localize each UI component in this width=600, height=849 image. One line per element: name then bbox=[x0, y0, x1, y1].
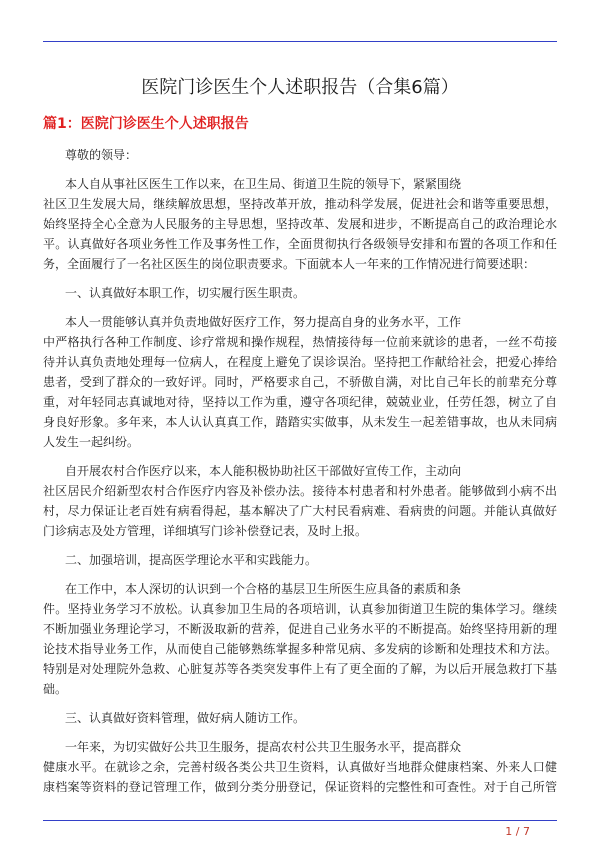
body-paragraph bbox=[43, 579, 557, 699]
paragraph-line: 不断加强业务理论学习，不断汲取新的营养，促进自己业务水平的不断提高。始终坚持用新的理 bbox=[43, 622, 557, 636]
paragraph-line: 健康水平。在就诊之余，完善村级各类公共卫生资料，认真做好当地群众健康档案、外来人口健 bbox=[43, 760, 557, 774]
section-heading: 篇1：医院门诊医生个人述职报告 bbox=[43, 116, 249, 132]
paragraph-line: 务，全面履行了一名社区医生的岗位职责要求。下面就本人一年来的工作情况进行简要述职： bbox=[43, 257, 536, 271]
paragraph-line: 平。认真做好各项业务性工作及事务性工作，全面贯彻执行各级领导安排和布置的各项工作和任 bbox=[43, 237, 557, 251]
paragraph-line: 村，尽力保证让老百姓有病看得起，基本解决了广大村民看病难、看病贵的问题。并能认真做好 bbox=[43, 504, 557, 518]
paragraph-line: 本人自从事社区医生工作以来，在卫生局、街道卫生院的领导下，紧紧围绕 bbox=[65, 177, 462, 191]
body-paragraph bbox=[43, 737, 557, 797]
paragraph-line: 始终坚持全心全意为人民服务的主导思想，坚持改革、发展和进步，不断提高自己的政治理论水 bbox=[43, 217, 557, 231]
page-indicator: 1 / 7 bbox=[505, 825, 530, 838]
body-paragraph bbox=[43, 174, 557, 274]
paragraph-line: 重，对年轻同志真诚地对待，坚持以工作为重，遵守各项纪律，兢兢业业，任劳任怨，树立了自 bbox=[43, 395, 557, 409]
paragraph-line: 本人一贯能够认真并负责地做好医疗工作，努力提高自身的业务水平，工作 bbox=[65, 315, 462, 329]
document-title: 医院门诊医生个人述职报告（合集6篇） bbox=[141, 77, 459, 98]
paragraph-line: 患者，受到了群众的一致好评。同时，严格要求自己，不骄傲自满，对比自己年长的前辈充分尊 bbox=[43, 375, 557, 389]
paragraph-line: 身良好形象。多年来，本人认认真真工作，踏踏实实做事，从未发生一起差错事故，也从未同病 bbox=[43, 415, 557, 429]
paragraph-line: 件。坚持业务学习不放松。认真参加卫生局的各项培训，认真参加街道卫生院的集体学习。继续 bbox=[43, 602, 557, 616]
subheading-three bbox=[43, 708, 557, 728]
paragraph-line: 一、认真做好本职工作，切实履行医生职责。 bbox=[65, 286, 306, 300]
paragraph-line: 康档案等资料的登记管理工作，做到分类分册登记，保证资料的完整性和可查性。对于自己所管 bbox=[43, 780, 557, 794]
paragraph-line: 待并认真负责地处理每一位病人，在程度上避免了误诊误治。坚持把工作献给社会，把爱心捧给 bbox=[43, 355, 557, 369]
paragraph-line: 三、认真做好资料管理，做好病人随访工作。 bbox=[65, 711, 306, 725]
paragraph-line: 门诊病志及处方管理，详细填写门诊补偿登记表，及时上报。 bbox=[43, 524, 368, 538]
paragraph-line: 一年来，为切实做好公共卫生服务，提高农村公共卫生服务水平，提高群众 bbox=[65, 740, 462, 754]
subheading-two bbox=[43, 550, 557, 570]
paragraph-line: 在工作中，本人深切的认识到一个合格的基层卫生所医生应具备的素质和条 bbox=[65, 582, 462, 596]
paragraph-line: 人发生一起纠纷。 bbox=[43, 435, 140, 449]
paragraph-line: 尊敬的领导： bbox=[65, 148, 138, 162]
paragraph-line: 中严格执行各种工作制度、诊疗常规和操作规程，热情接待每一位前来就诊的患者，一丝不苟接 bbox=[43, 335, 557, 349]
body-paragraph bbox=[43, 461, 557, 541]
document-body bbox=[43, 145, 557, 797]
paragraph-line: 础。 bbox=[43, 682, 68, 696]
paragraph-line: 论技术指导业务工作，从而使自己能够熟练掌握多种常见病、多发病的诊断和处理技术和方法。 bbox=[43, 642, 557, 656]
paragraph-line: 特别是对处理院外急救、心脏复苏等各类突发事件上有了更全面的了解，为以后开展急救打下基 bbox=[43, 662, 557, 676]
paragraph-line: 社区卫生发展大局，继续解放思想，坚持改革开放，推动科学发展，促进社会和谐等重要思想， bbox=[43, 197, 557, 211]
salutation-paragraph bbox=[43, 145, 557, 165]
paragraph-line: 二、加强培训，提高医学理论水平和实践能力。 bbox=[65, 553, 318, 567]
subheading-one bbox=[43, 283, 557, 303]
paragraph-line: 自开展农村合作医疗以来，本人能积极协助社区干部做好宣传工作，主动向 bbox=[65, 464, 462, 478]
paragraph-line: 社区居民介绍新型农村合作医疗内容及补偿办法。接待本村患者和村外患者。能够做到小病不出 bbox=[43, 484, 557, 498]
header-rule bbox=[43, 41, 557, 42]
body-paragraph bbox=[43, 312, 557, 452]
footer-rule bbox=[43, 820, 557, 821]
